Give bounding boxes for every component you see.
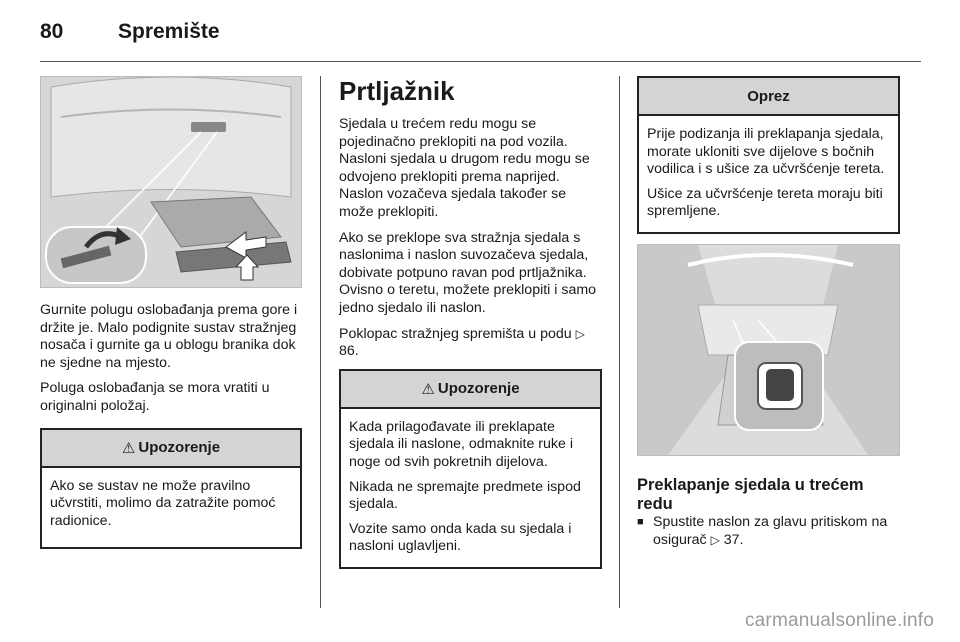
caution-title: Oprez [747,87,790,105]
caution-box-header [639,78,898,116]
column-divider-1 [320,76,321,608]
body-paragraph [339,326,602,361]
column-divider-2 [619,76,620,608]
reference-text: Poklopac stražnjeg spremišta u podu [339,325,572,342]
watermark-text: carmanualsonline.info [744,610,934,631]
body-paragraph: Ako se preklope sva stražnja sjedala s naslonima i naslon suvozačeva sjedala, dobivate potpuno ravan pod prtljažnika. Ovisno o teretu, možete preklopiti i samo jedno sjedalo ili naslon. [339,229,597,316]
warning-text: Ako se sustav ne može pravilno učvrstiti, molimo da zatražite pomoć radionice. [50,477,276,529]
warning-title: Upozorenje [138,439,221,457]
warning-triangle-icon: ⚠ [121,439,136,457]
warning-text: Nikada ne spremajte predmete ispod sjedala. [349,478,581,513]
bullet-square-icon: ■ [637,515,644,528]
caution-text: Ušice za učvršćenje tereta moraju biti spremljene. [647,185,883,220]
header-rule [40,61,921,62]
warning-text: Vozite samo onda kada su sjedala i nasloni uglavljeni. [349,520,572,555]
column-2 [339,76,602,569]
page-reference[interactable]: 86. [339,343,359,360]
rear-carrier-illustration [40,76,302,288]
instruction-paragraph: Gurnite polugu oslobađanja prema gore i držite je. Malo podignite sustav stražnjeg nosača i gurnite ga u oblogu branika dok ne sjedne na mjesto. [40,302,298,371]
body-paragraph: Sjedala u trećem redu mogu se pojedinačno preklopiti na pod vozila. Nasloni sjedala u drugom redu mogu se odvojeno preklopiti prema naprijed. Naslon vozačeva sjedala također se može preklopiti. [339,116,590,220]
instruction-paragraph: Poluga oslobađanja se mora vratiti u originalni položaj. [40,380,270,414]
warning-triangle-icon: ⚠ [421,380,435,398]
warning-box-header [341,371,600,409]
warning-box [40,428,302,550]
caution-box [637,76,900,234]
instruction-bullet [637,514,900,549]
page-reference-arrow-icon: ▷ [575,326,585,341]
warning-title: Upozorenje [437,380,520,398]
page-header [40,14,920,54]
warning-box [339,369,602,569]
bullet-text: Spustite naslon za glavu pritiskom na osigurač [653,513,888,548]
page-title: Spremište [118,20,220,43]
caution-text: Prije podizanja ili preklapanja sjedala, morate ukloniti sve dijelove s bočnih vodilica i s ušice za učvršćenje tereta. [647,126,885,178]
page-reference-arrow-icon: ▷ [710,532,720,547]
subsection-heading: Preklapanje sjedala u trećem redu [637,475,864,513]
warning-box-header [42,430,300,468]
column-1 [40,76,302,549]
page-number: 80 [40,20,64,43]
cargo-area-illustration [637,244,900,456]
warning-text: Kada prilagođavate ili preklapate sjedala ili naslone, odmaknite ruke i noge od svih pokretnih dijelova. [349,418,573,470]
page-reference[interactable]: 37. [723,531,744,548]
column-3 [637,76,900,549]
section-heading: Prtljažnik [339,76,455,106]
